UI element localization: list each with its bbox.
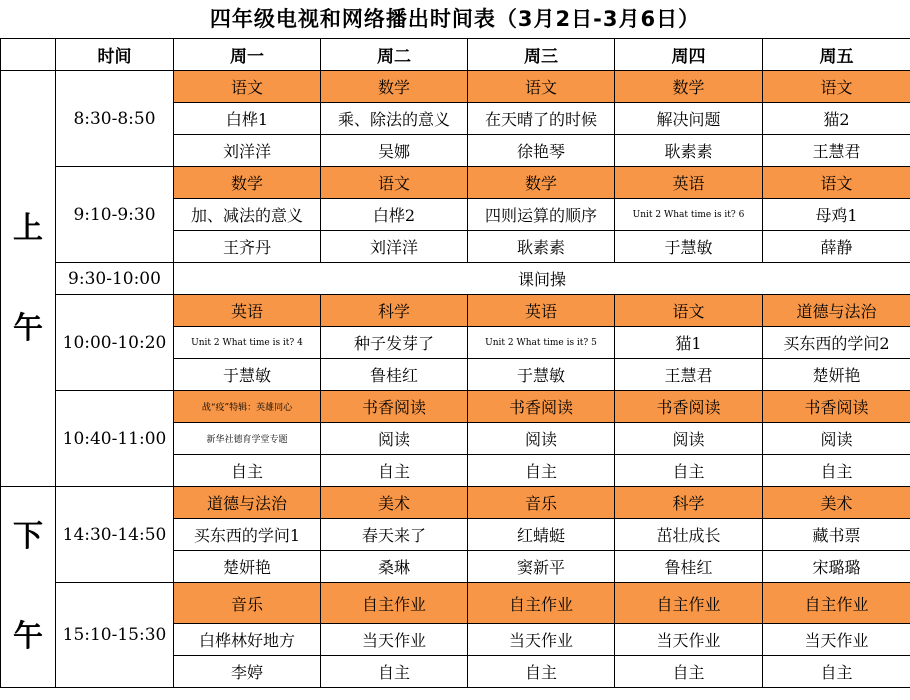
topic-cell: Unit 2 What time is it? 5	[468, 327, 615, 359]
teacher-cell: 楚妍艳	[174, 551, 321, 583]
teacher-cell: 于慧敏	[615, 231, 763, 263]
teacher-cell: 鲁桂红	[615, 551, 763, 583]
time-header: 时间	[56, 39, 174, 71]
subject-cell: 语文	[174, 71, 321, 103]
day-header: 周三	[468, 39, 615, 71]
topic-cell: 春天来了	[321, 519, 468, 551]
period-char: 下	[13, 519, 43, 554]
teacher-cell: 吴娜	[321, 135, 468, 167]
teacher-cell: 王齐丹	[174, 231, 321, 263]
teacher-cell: 桑琳	[321, 551, 468, 583]
teacher-cell: 于慧敏	[174, 359, 321, 391]
subject-cell: 数学	[615, 71, 763, 103]
teacher-cell: 自主	[468, 656, 615, 688]
teacher-cell: 于慧敏	[468, 359, 615, 391]
subject-cell: 音乐	[468, 487, 615, 519]
period-morning	[1, 71, 56, 487]
topic-cell: 阅读	[321, 423, 468, 455]
topic-cell: 乘、除法的意义	[321, 103, 468, 135]
subject-row	[1, 487, 910, 519]
subject-cell: 科学	[615, 487, 763, 519]
subject-cell: 语文	[468, 71, 615, 103]
topic-cell: 猫2	[763, 103, 910, 135]
teacher-cell: 刘洋洋	[174, 135, 321, 167]
teacher-cell: 自主	[174, 455, 321, 487]
day-header: 周二	[321, 39, 468, 71]
topic-cell: 白桦1	[174, 103, 321, 135]
subject-cell: 数学	[468, 167, 615, 199]
subject-cell: 自主作业	[321, 583, 468, 624]
time-slot: 15:10-15:30	[56, 583, 174, 688]
period-char: 午	[13, 619, 43, 654]
subject-cell: 道德与法治	[763, 295, 910, 327]
topic-cell: 当天作业	[321, 624, 468, 656]
teacher-cell: 薛静	[763, 231, 910, 263]
topic-cell: 解决问题	[615, 103, 763, 135]
topic-cell: 当天作业	[763, 624, 910, 656]
topic-cell: 阅读	[763, 423, 910, 455]
teacher-cell: 鲁桂红	[321, 359, 468, 391]
teacher-cell: 自主	[321, 455, 468, 487]
teacher-cell: 窦新平	[468, 551, 615, 583]
subject-row	[1, 583, 910, 624]
activity-cell: 课间操	[174, 263, 910, 295]
topic-cell: 四则运算的顺序	[468, 199, 615, 231]
topic-cell: 买东西的学问2	[763, 327, 910, 359]
subject-cell: 语文	[763, 167, 910, 199]
subject-cell: 自主作业	[468, 583, 615, 624]
subject-cell: 战“疫”特辑：英雄同心	[174, 391, 321, 423]
subject-cell: 科学	[321, 295, 468, 327]
page-title: 四年级电视和网络播出时间表（3月2日-3月6日）	[209, 7, 701, 31]
subject-row	[1, 391, 910, 423]
subject-cell: 自主作业	[763, 583, 910, 624]
day-header: 周五	[763, 39, 910, 71]
teacher-cell: 自主	[763, 455, 910, 487]
subject-row	[1, 167, 910, 199]
teacher-cell: 王慧君	[615, 359, 763, 391]
subject-cell: 语文	[615, 295, 763, 327]
topic-cell: 买东西的学问1	[174, 519, 321, 551]
topic-cell: 藏书票	[763, 519, 910, 551]
day-header: 周一	[174, 39, 321, 71]
topic-cell: Unit 2 What time is it? 6	[615, 199, 763, 231]
subject-cell: 书香阅读	[615, 391, 763, 423]
time-slot: 10:40-11:00	[56, 391, 174, 487]
header-row	[1, 39, 910, 71]
break-row	[1, 263, 910, 295]
subject-cell: 数学	[321, 71, 468, 103]
subject-cell: 道德与法治	[174, 487, 321, 519]
time-slot: 9:30-10:00	[56, 263, 174, 295]
period-char: 上	[13, 210, 43, 246]
subject-cell: 书香阅读	[468, 391, 615, 423]
topic-cell: 猫1	[615, 327, 763, 359]
topic-cell: 当天作业	[468, 624, 615, 656]
teacher-cell: 耿素素	[468, 231, 615, 263]
day-header: 周四	[615, 39, 763, 71]
teacher-cell: 刘洋洋	[321, 231, 468, 263]
schedule-table	[0, 38, 910, 688]
teacher-cell: 耿素素	[615, 135, 763, 167]
teacher-cell: 自主	[615, 455, 763, 487]
topic-cell: 白桦林好地方	[174, 624, 321, 656]
subject-cell: 自主作业	[615, 583, 763, 624]
subject-cell: 美术	[321, 487, 468, 519]
subject-cell: 英语	[468, 295, 615, 327]
subject-cell: 美术	[763, 487, 910, 519]
topic-cell: 加、减法的意义	[174, 199, 321, 231]
subject-cell: 书香阅读	[763, 391, 910, 423]
subject-cell: 语文	[321, 167, 468, 199]
teacher-cell: 宋璐璐	[763, 551, 910, 583]
period-header	[1, 39, 56, 71]
subject-cell: 英语	[615, 167, 763, 199]
topic-cell: 白桦2	[321, 199, 468, 231]
time-slot: 10:00-10:20	[56, 295, 174, 391]
teacher-cell: 徐艳琴	[468, 135, 615, 167]
subject-cell: 数学	[174, 167, 321, 199]
teacher-cell: 王慧君	[763, 135, 910, 167]
period-char: 午	[13, 310, 43, 346]
topic-cell: 新华社德育学堂专题	[174, 423, 321, 455]
time-slot: 9:10-9:30	[56, 167, 174, 263]
subject-cell: 书香阅读	[321, 391, 468, 423]
time-slot: 14:30-14:50	[56, 487, 174, 583]
topic-cell: 阅读	[468, 423, 615, 455]
teacher-cell: 自主	[321, 656, 468, 688]
topic-cell: Unit 2 What time is it? 4	[174, 327, 321, 359]
subject-cell: 语文	[763, 71, 910, 103]
topic-cell: 茁壮成长	[615, 519, 763, 551]
subject-cell: 英语	[174, 295, 321, 327]
time-slot: 8:30-8:50	[56, 71, 174, 167]
teacher-cell: 自主	[763, 656, 910, 688]
topic-cell: 母鸡1	[763, 199, 910, 231]
teacher-cell: 自主	[615, 656, 763, 688]
topic-cell: 阅读	[615, 423, 763, 455]
teacher-cell: 楚妍艳	[763, 359, 910, 391]
topic-cell: 在天晴了的时候	[468, 103, 615, 135]
topic-cell: 当天作业	[615, 624, 763, 656]
subject-cell: 音乐	[174, 583, 321, 624]
teacher-cell: 李婷	[174, 656, 321, 688]
subject-row	[1, 71, 910, 103]
period-afternoon	[1, 487, 56, 688]
subject-row	[1, 295, 910, 327]
topic-cell: 红蜻蜓	[468, 519, 615, 551]
teacher-cell: 自主	[468, 455, 615, 487]
topic-cell: 种子发芽了	[321, 327, 468, 359]
